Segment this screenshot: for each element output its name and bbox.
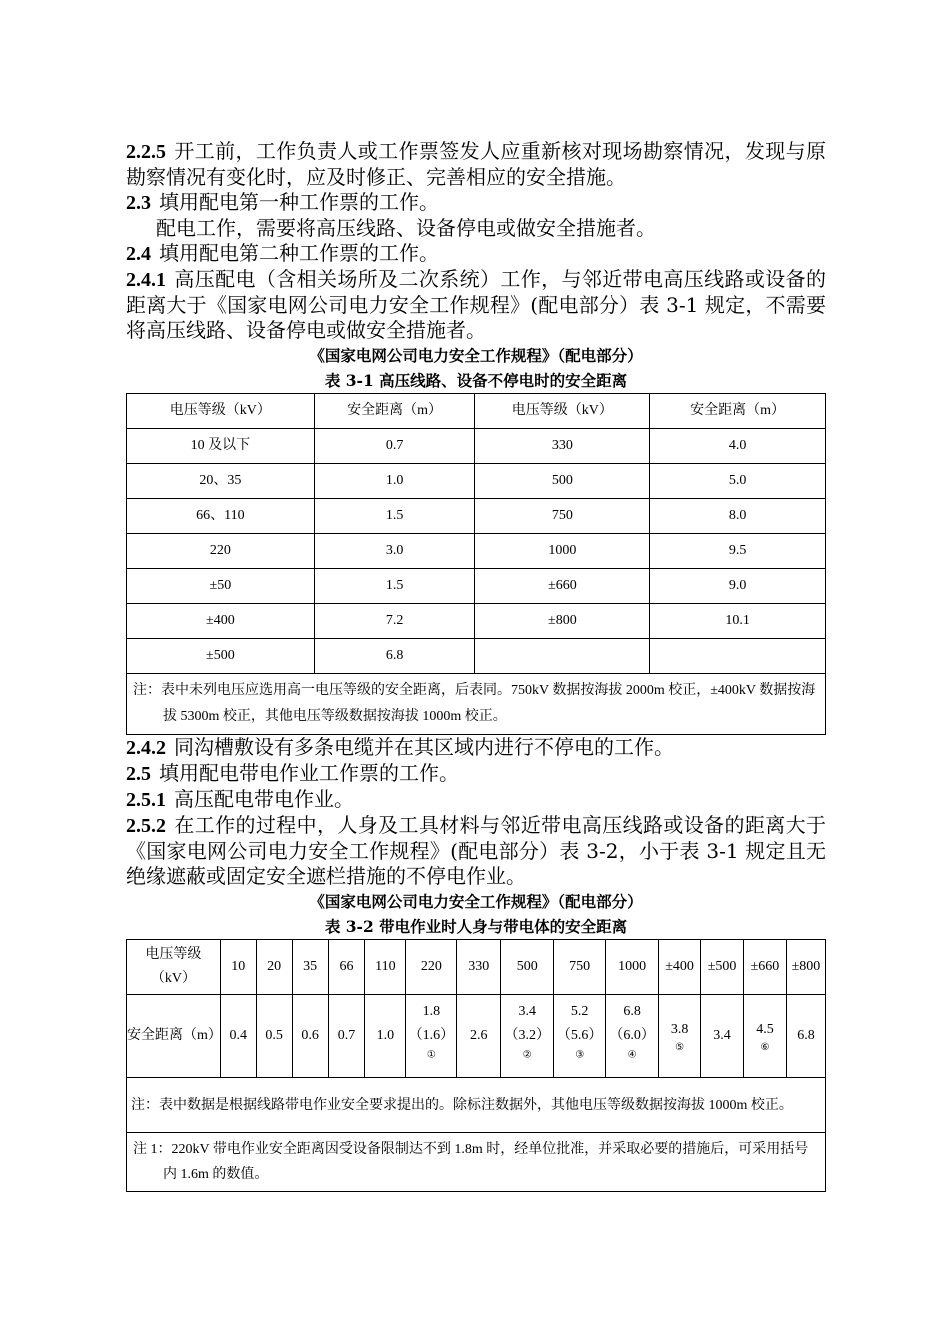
table-row <box>127 464 826 499</box>
table-cell: 35 <box>292 940 328 995</box>
table-cell: 6.8（6.0）④ <box>606 995 659 1078</box>
table-cell: 3.8 ⑤ <box>659 995 701 1078</box>
table-row <box>127 534 826 569</box>
table-note <box>127 1078 826 1133</box>
table-note-row <box>127 674 826 735</box>
table-row <box>127 499 826 534</box>
footnote-mark: ⑥ <box>760 1042 770 1053</box>
table-header-row <box>127 394 826 429</box>
voltage-row <box>127 940 826 995</box>
table-row <box>127 639 826 674</box>
header-cell: 电压等级（kV） <box>127 394 315 429</box>
paragraph-2-3-body: 配电工作，需要将高压线路、设备停电或做安全措施者。 <box>156 216 656 240</box>
paragraph-2-4-2: 2.4.2 同沟槽敷设有多条电缆并在其区域内进行不停电的工作。 <box>126 735 674 759</box>
table-cell: 1000 <box>475 534 650 569</box>
table-cell: ±500 <box>127 639 315 674</box>
heading-2-4: 2.4 填用配电第二种工作票的工作。 <box>126 241 439 265</box>
paragraph-2-5-2: 2.5.2 在工作的过程中，人身及工具材料与邻近带电高压线路或设备的距离大于《国家电网公司电力安全工作规程》(配电部分）表 3-2，小于表 3-1 规定且无绝缘遮蔽或固定安全遮栏措施的不停电作业。 <box>126 813 826 888</box>
table-cell: 220 <box>406 940 457 995</box>
table-cell: 8.0 <box>650 499 826 534</box>
table-cell: 0.6 <box>292 995 328 1078</box>
table-cell: ±800 <box>786 940 825 995</box>
table-cell: 10 <box>220 940 256 995</box>
footnote-mark: ② <box>522 1049 532 1061</box>
footnote-mark: ③ <box>575 1049 585 1061</box>
table-cell: 6.8 <box>786 995 825 1078</box>
table-cell: 0.7 <box>314 429 475 464</box>
table-cell: 750 <box>554 940 606 995</box>
table-row <box>127 604 826 639</box>
table-cell: 0.4 <box>220 995 256 1078</box>
table-cell: 66、110 <box>127 499 315 534</box>
table-row <box>127 569 826 604</box>
table-cell: 750 <box>475 499 650 534</box>
table-cell: 110 <box>365 940 406 995</box>
table-cell: 9.0 <box>650 569 826 604</box>
table-cell: ±660 <box>744 940 787 995</box>
table-cell: 5.2（5.6）③ <box>554 995 606 1078</box>
table-cell: 5.0 <box>650 464 826 499</box>
table-cell: 3.4（3.2）② <box>501 995 554 1078</box>
paragraph-2-4-1: 2.4.1 高压配电（含相关场所及二次系统）工作，与邻近带电高压线路或设备的距离大于《国家电网公司电力安全工作规程》(配电部分）表 3-1 规定，不需要将高压线路、设备停电或做安全措施者。 <box>126 267 826 342</box>
table2-caption-title: 表 3-2 带电作业时人身与带电体的安全距离 <box>324 917 628 936</box>
paragraph-2-5-1: 2.5.1 高压配电带电作业。 <box>126 787 354 811</box>
table1-caption-source: 《国家电网公司电力安全工作规程》（配电部分） <box>309 346 643 365</box>
table-note <box>127 1133 826 1192</box>
table-cell: 66 <box>328 940 365 995</box>
table-cell: 20 <box>256 940 292 995</box>
table-cell <box>650 639 826 674</box>
table-cell: 10 及以下 <box>127 429 315 464</box>
table-cell: 500 <box>475 464 650 499</box>
table-note-row <box>127 1133 826 1192</box>
table-cell: 330 <box>475 429 650 464</box>
table-cell: 1000 <box>606 940 659 995</box>
table-cell: ±800 <box>475 604 650 639</box>
table-cell: 1.0 <box>365 995 406 1078</box>
table-cell: 6.8 <box>314 639 475 674</box>
heading-2-5: 2.5 填用配电带电作业工作票的工作。 <box>126 761 459 785</box>
row-label-distance: 安全距离（m） <box>127 995 221 1078</box>
table-cell: 4.5 ⑥ <box>744 995 787 1078</box>
table-cell: 1.8（1.6）① <box>406 995 457 1078</box>
table-cell: 20、35 <box>127 464 315 499</box>
footnote-mark: ① <box>426 1049 436 1061</box>
table-cell: 1.5 <box>314 569 475 604</box>
table-cell: 3.4 <box>701 995 744 1078</box>
footnote-mark: ⑤ <box>675 1042 685 1053</box>
table-cell: 0.5 <box>256 995 292 1078</box>
table-cell: 220 <box>127 534 315 569</box>
table-cell: ±660 <box>475 569 650 604</box>
table-cell: ±400 <box>127 604 315 639</box>
distance-row <box>127 995 826 1078</box>
table-cell: ±400 <box>659 940 701 995</box>
table-row <box>127 429 826 464</box>
table-cell: 7.2 <box>314 604 475 639</box>
header-cell: 电压等级（kV） <box>475 394 650 429</box>
row-label-voltage: 电压等级（kV） <box>127 940 221 995</box>
table-cell: 330 <box>457 940 501 995</box>
document-page <box>126 139 826 1192</box>
safety-distance-table-3-1 <box>126 393 826 735</box>
table-cell: 10.1 <box>650 604 826 639</box>
paragraph-2-2-5: 2.2.5 开工前，工作负责人或工作票签发人应重新核对现场勘察情况，发现与原勘察情况有变化时，应及时修正、完善相应的安全措施。 <box>126 139 826 189</box>
header-cell: 安全距离（m） <box>314 394 475 429</box>
table-cell: 2.6 <box>457 995 501 1078</box>
table-cell: 3.0 <box>314 534 475 569</box>
heading-2-3: 2.3 填用配电第一种工作票的工作。 <box>126 190 439 214</box>
table2-note-text: 注：表中数据是根据线路带电作业安全要求提出的。除标注数据外，其他电压等级数据按海拔 1000m 校正。 <box>131 1097 793 1113</box>
table-cell: 0.7 <box>328 995 365 1078</box>
table-cell: 9.5 <box>650 534 826 569</box>
table-note <box>127 674 826 735</box>
table-cell: 1.0 <box>314 464 475 499</box>
table-cell: 1.5 <box>314 499 475 534</box>
table-cell: 500 <box>501 940 554 995</box>
table2-caption-source: 《国家电网公司电力安全工作规程》（配电部分） <box>309 892 643 911</box>
table2-note1-text: 注 1：220kV 带电作业安全距离因受设备限制达不到 1.8m 时，经单位批准，并采取必要的措施后，可采用括号内 1.6m 的数值。 <box>133 1142 809 1182</box>
table-cell: ±50 <box>127 569 315 604</box>
table-cell: 4.0 <box>650 429 826 464</box>
table1-note-text: 注：表中未列电压应选用高一电压等级的安全距离，后表同。750kV 数据按海拔 2000m 校正，±400kV 数据按海拔 5300m 校正，其他电压等级数据按海拔 1000m 校正。 <box>133 683 816 724</box>
live-work-distance-table-3-2 <box>126 939 826 1192</box>
table-cell: ±500 <box>701 940 744 995</box>
table1-caption-title: 表 3-1 高压线路、设备不停电时的安全距离 <box>324 371 628 390</box>
table-cell <box>475 639 650 674</box>
header-cell: 安全距离（m） <box>650 394 826 429</box>
footnote-mark: ④ <box>627 1049 637 1061</box>
table-note-row <box>127 1078 826 1133</box>
